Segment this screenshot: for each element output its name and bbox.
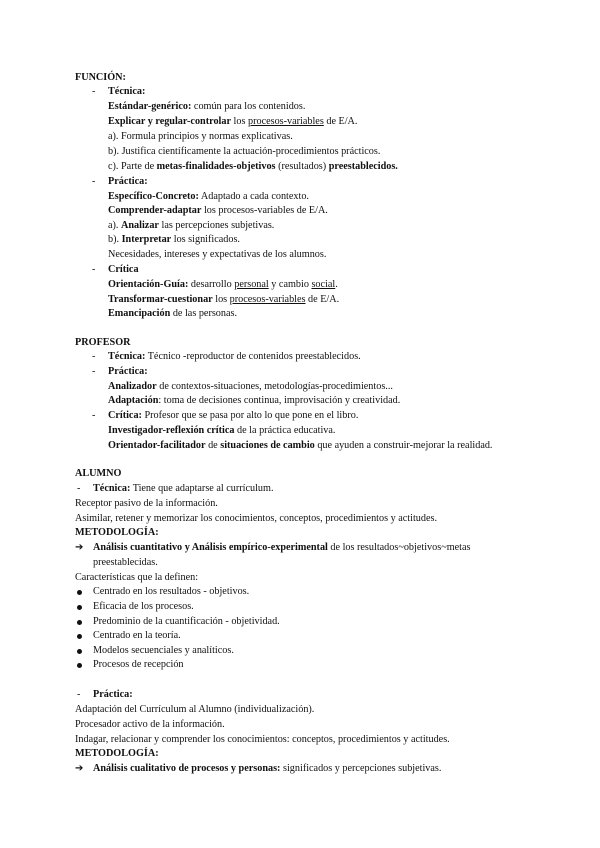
alumno-line-4: Procesador activo de la información. [75, 719, 225, 730]
list-item: Centrado en los resultados - objetivos. [93, 586, 250, 597]
alumno-line-2: Asimilar, retener y memorizar los conocimientos, conceptos, procedimientos y actitudes. [75, 513, 437, 524]
alumno-line-5: Indagar, relacionar y comprender los conocimientos: conceptos, procedimientos y actitudes. [75, 734, 450, 745]
bullet-icon [77, 663, 82, 668]
alumno-tecnica: Técnica: Tiene que adaptarse al currículum. [93, 483, 274, 494]
critica-line-2: Transformar-cuestionar los procesos-variables de E/A. [108, 294, 340, 305]
caracteristicas-label: Características que la definen: [75, 572, 199, 583]
metodologia-heading-1: METODOLOGÍA: [75, 527, 159, 538]
tecnica-line-2: Explicar y regular-controlar los procesos-variables de E/A. [108, 116, 358, 127]
section-title-funcion: FUNCIÓN: [75, 72, 126, 83]
profesor-critica-line-2: Orientador-facilitador de situaciones de cambio que ayuden a construir-mejorar la realidad. [108, 440, 493, 451]
tecnica-heading: Técnica: [108, 86, 146, 97]
profesor-practica: Práctica: [108, 366, 148, 377]
metodologia-line-1-cont: preestablecidas. [93, 557, 158, 568]
bullet-icon [77, 590, 82, 595]
tecnica-line-5: c). Parte de metas-finalidades-objetivos (resultados) preestablecidos. [108, 161, 398, 172]
arrow-right-icon: ➔ [75, 763, 84, 774]
bullet-icon [77, 649, 82, 654]
practica-heading: Práctica: [108, 176, 148, 187]
alumno-line-3: Adaptación del Currículum al Alumno (individualización). [75, 704, 315, 715]
bullet-icon [77, 605, 82, 610]
list-dash: - [92, 351, 96, 362]
practica-line-2: Comprender-adaptar los procesos-variables de E/A. [108, 205, 328, 216]
arrow-right-icon: ➔ [75, 542, 84, 553]
practica-line-3: a). Analizar las percepciones subjetivas. [108, 220, 275, 231]
list-dash: - [77, 483, 81, 494]
critica-heading: Crítica [108, 264, 139, 275]
section-title-profesor: PROFESOR [75, 337, 131, 348]
profesor-critica: Crítica: Profesor que se pasa por alto lo que pone en el libro. [108, 410, 359, 421]
practica-line-4: b). Interpretar los significados. [108, 234, 240, 245]
list-item: Eficacia de los procesos. [93, 601, 194, 612]
profesor-practica-line-1: Analizador de contextos-situaciones, metodologías-procedimientos... [108, 381, 393, 392]
tecnica-line-1: Estándar-genérico: común para los contenidos. [108, 101, 306, 112]
list-item: Modelos secuenciales y analíticos. [93, 645, 234, 656]
list-dash: - [92, 86, 96, 97]
list-dash: - [92, 410, 96, 421]
critica-line-3: Emancipación de las personas. [108, 308, 238, 319]
metodologia-line-1: Análisis cuantitativo y Análisis empírico-experimental de los resultados~objetivos~metas [93, 542, 471, 553]
list-item: Predominio de la cuantificación - objetividad. [93, 616, 280, 627]
practica-line-1: Específico-Concreto: Adaptado a cada contexto. [108, 191, 309, 202]
section-title-alumno: ALUMNO [75, 468, 122, 479]
list-item: Centrado en la teoría. [93, 630, 181, 641]
list-dash: - [92, 176, 96, 187]
alumno-line-1: Receptor pasivo de la información. [75, 498, 218, 509]
profesor-tecnica: Técnica: Técnico -reproductor de contenidos preestablecidos. [108, 351, 361, 362]
tecnica-line-3: a). Formula principios y normas explicativas. [108, 131, 293, 142]
alumno-practica: Práctica: [93, 689, 133, 700]
profesor-practica-line-2: Adaptación: toma de decisiones continua, improvisación y creatividad. [108, 395, 401, 406]
list-item: Procesos de recepción [93, 659, 184, 670]
metodologia-line-2: Análisis cualitativo de procesos y personas: significados y percepciones subjetivas. [93, 763, 442, 774]
list-dash: - [92, 264, 96, 275]
critica-line-1: Orientación-Guía: desarrollo personal y cambio social. [108, 279, 338, 290]
metodologia-heading-2: METODOLOGÍA: [75, 748, 159, 759]
practica-line-5: Necesidades, intereses y expectativas de los alumnos. [108, 249, 327, 260]
profesor-critica-line-1: Investigador-reflexión crítica de la práctica educativa. [108, 425, 336, 436]
list-dash: - [92, 366, 96, 377]
bullet-icon [77, 634, 82, 639]
list-dash: - [77, 689, 81, 700]
bullet-icon [77, 620, 82, 625]
tecnica-line-4: b). Justifica científicamente la actuación-procedimientos prácticos. [108, 146, 381, 157]
